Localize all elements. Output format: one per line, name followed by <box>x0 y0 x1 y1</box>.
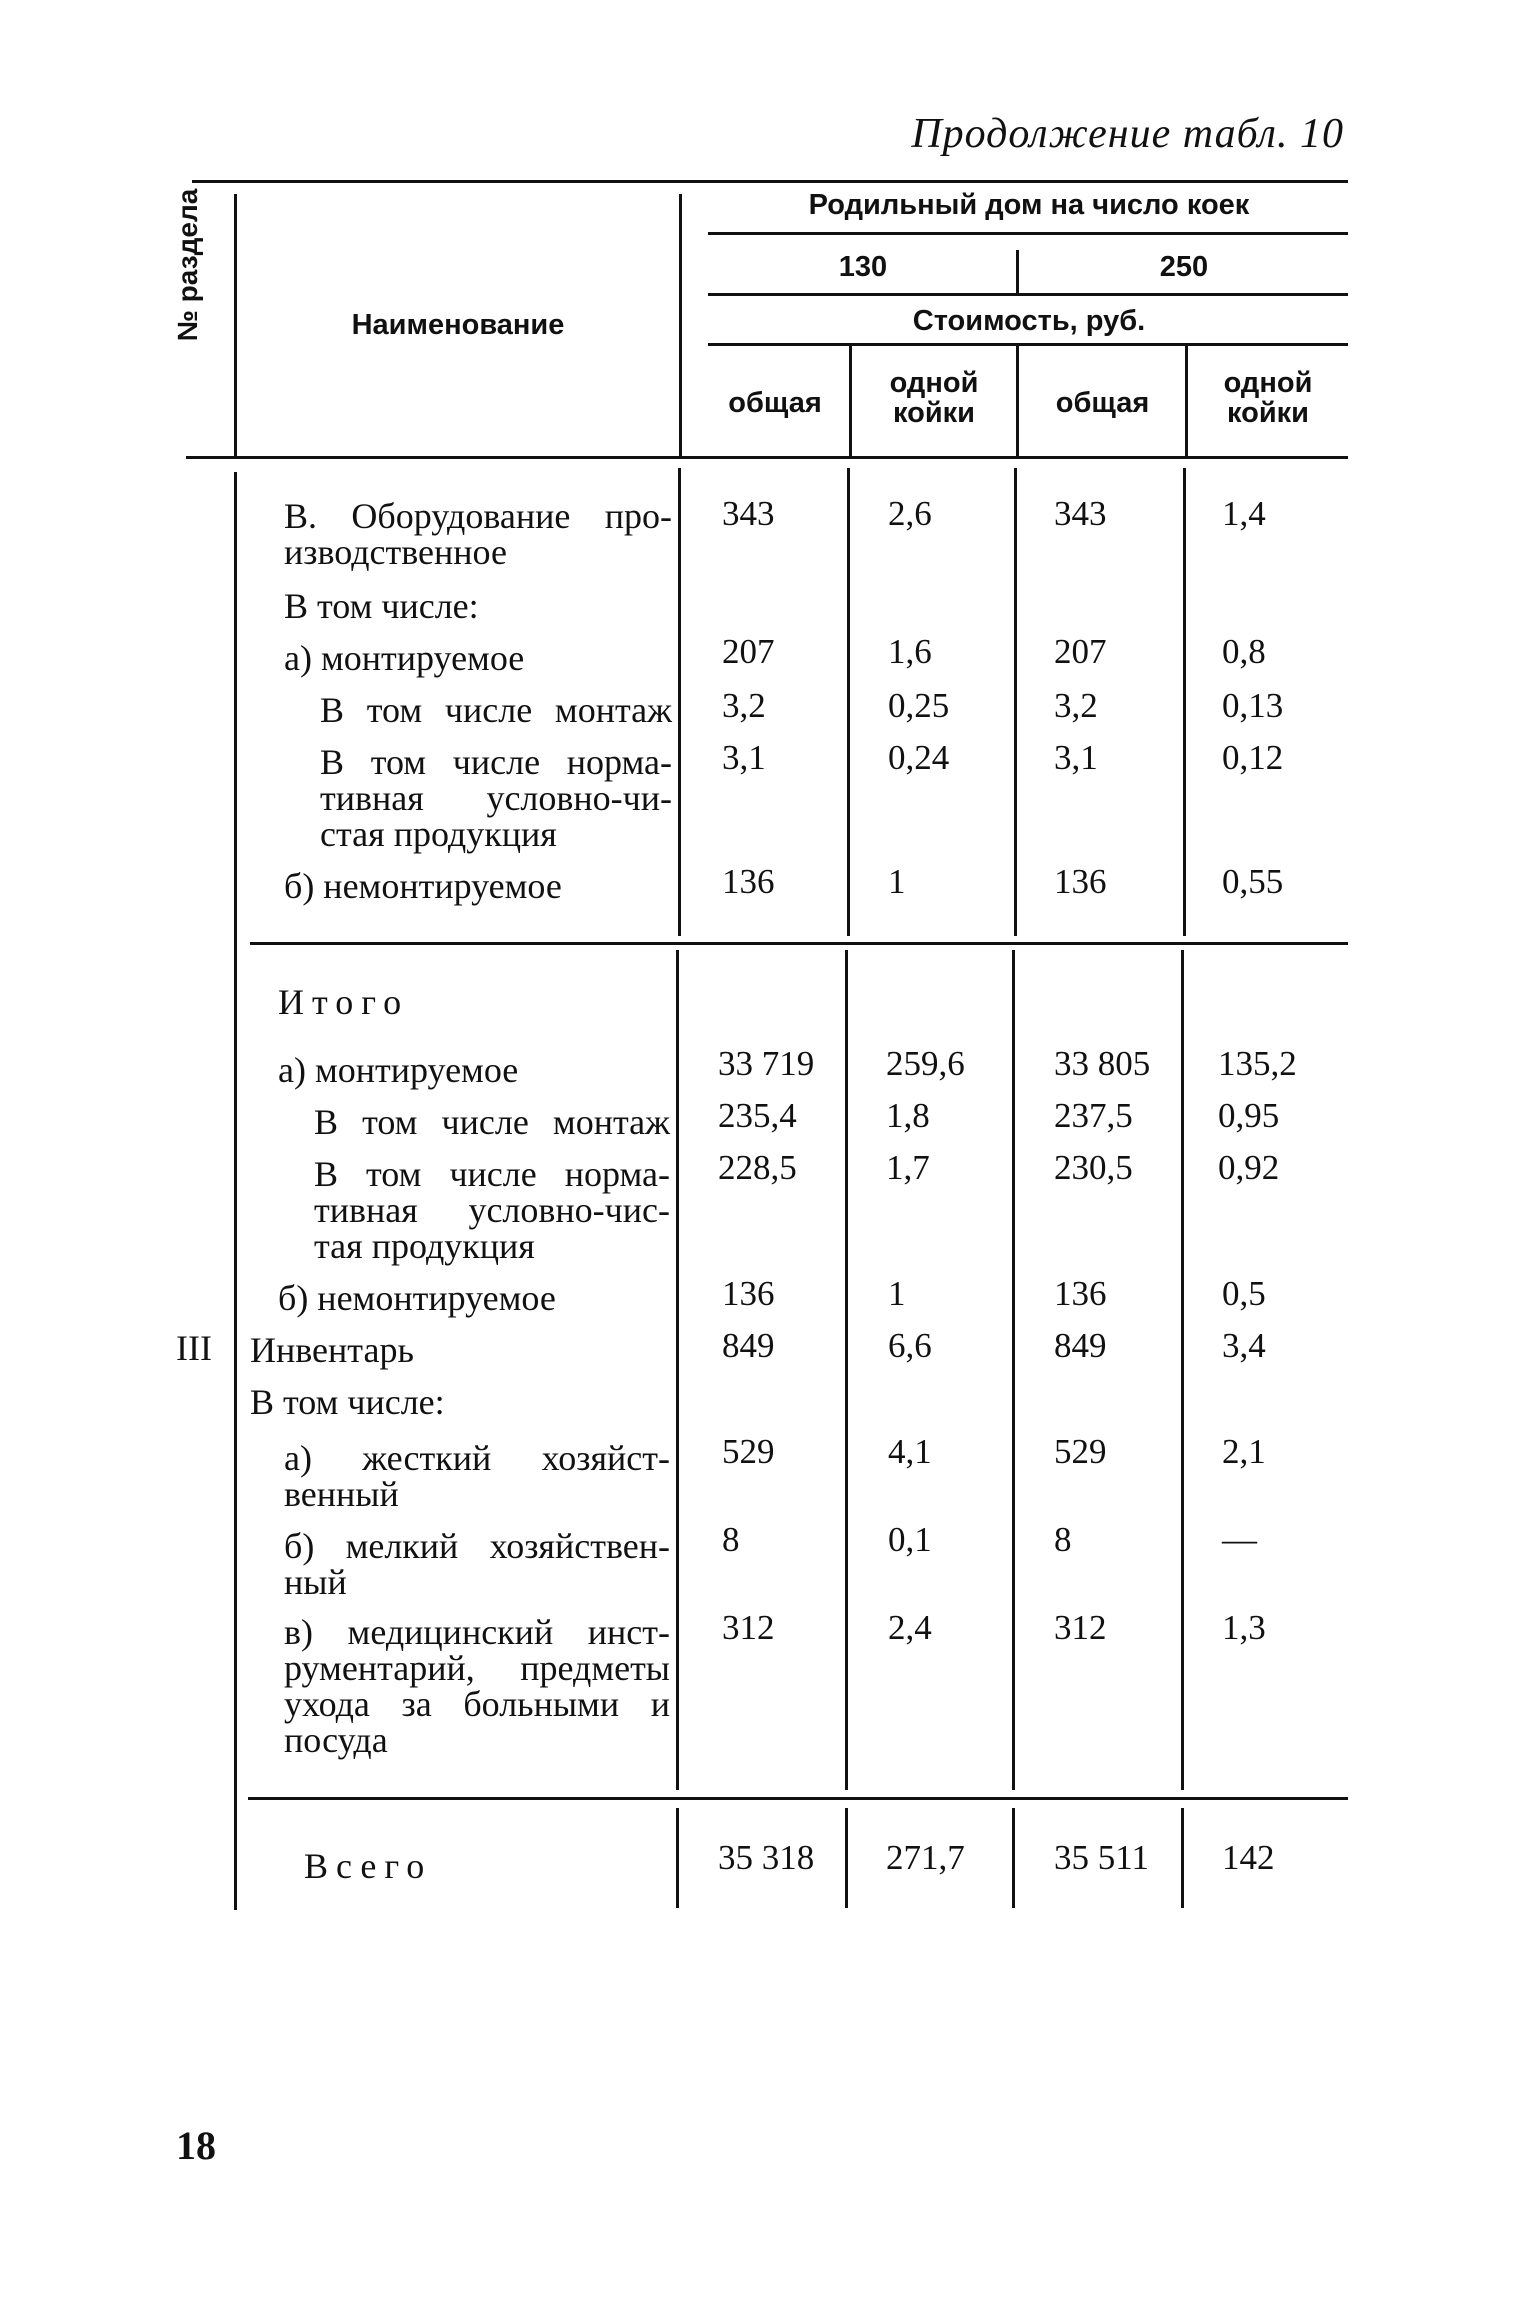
cell-value: 230,5 <box>1054 1148 1133 1187</box>
cell-value: 6,6 <box>888 1326 932 1365</box>
cell-value: 0,13 <box>1222 686 1284 725</box>
row-label: в) медицинский инст- <box>284 1612 670 1652</box>
header-cost: Стоимость, руб. <box>912 305 1146 337</box>
cell-value: 207 <box>1054 632 1107 671</box>
cell-value: 1 <box>888 1274 906 1313</box>
header-name: Наименование <box>351 309 565 341</box>
cell-value: 35 318 <box>718 1838 815 1877</box>
cell-value: 3,1 <box>1054 738 1098 777</box>
cell-value: 259,6 <box>886 1044 965 1083</box>
cell-value: 2,1 <box>1222 1432 1266 1471</box>
row-label: В том числе норма- <box>314 1154 670 1194</box>
row-label: тая продукция <box>314 1226 535 1266</box>
cell-value: 0,24 <box>888 738 950 777</box>
header-group: Родильный дом на число коек <box>808 189 1250 221</box>
row-label: венный <box>284 1474 399 1514</box>
cell-value: 136 <box>1054 862 1107 901</box>
row-label: Всего <box>304 1846 433 1886</box>
row-label: В том числе: <box>284 586 479 626</box>
cell-value: 33 805 <box>1054 1044 1151 1083</box>
row-label: стая продукция <box>320 814 557 854</box>
cell-value: 0,95 <box>1218 1096 1280 1135</box>
table-caption: Продолжение табл. 10 <box>911 111 1344 157</box>
cell-value: 136 <box>722 862 775 901</box>
row-label: б) немонтируемое <box>278 1278 556 1318</box>
cell-value: 237,5 <box>1054 1096 1133 1135</box>
cell-value: 4,1 <box>888 1432 932 1471</box>
cell-value: 529 <box>1054 1432 1107 1471</box>
row-label: ухода за больными и <box>284 1684 670 1724</box>
row-label: б) немонтируемое <box>284 866 562 906</box>
cell-value: 8 <box>722 1520 740 1559</box>
cell-value: 0,5 <box>1222 1274 1266 1313</box>
row-label: В том числе: <box>250 1382 445 1422</box>
cell-value: 1,7 <box>886 1148 930 1187</box>
row-label: изводственное <box>284 532 507 572</box>
cell-value: 312 <box>722 1608 775 1647</box>
cell-value: 142 <box>1222 1838 1275 1877</box>
cell-value: 0,12 <box>1222 738 1284 777</box>
row-label: а) монтируемое <box>278 1050 519 1090</box>
row-label: а) монтируемое <box>284 638 525 678</box>
cell-value: 1,4 <box>1222 494 1266 533</box>
row-label: посуда <box>284 1720 388 1760</box>
cell-value: 0,25 <box>888 686 950 725</box>
cell-value: 2,6 <box>888 494 932 533</box>
header-total-250: общая <box>1055 387 1150 419</box>
cell-value: 343 <box>1054 494 1107 533</box>
cell-value: 8 <box>1054 1520 1072 1559</box>
cell-value: 1,3 <box>1222 1608 1266 1647</box>
cell-value: 1,6 <box>888 632 932 671</box>
row-label: тивная условно-чи- <box>320 778 672 818</box>
header-section-no: № раздела <box>172 188 203 342</box>
cell-value: 3,2 <box>1054 686 1098 725</box>
cell-value: 271,7 <box>886 1838 965 1877</box>
cell-value: 1,8 <box>886 1096 930 1135</box>
cell-value: 0,1 <box>888 1520 932 1559</box>
row-label: ный <box>284 1562 347 1602</box>
cell-value: 235,4 <box>718 1096 797 1135</box>
cell-value: 849 <box>722 1326 775 1365</box>
cell-value: 3,2 <box>722 686 766 725</box>
header-beds-250: 250 <box>1159 251 1209 283</box>
cell-value: 529 <box>722 1432 775 1471</box>
row-label: тивная условно-чис- <box>314 1190 670 1230</box>
cell-value: 0,55 <box>1222 862 1284 901</box>
cell-value: 3,1 <box>722 738 766 777</box>
cell-value: 136 <box>722 1274 775 1313</box>
row-label: б) мелкий хозяйствен- <box>284 1526 670 1566</box>
cell-value: 312 <box>1054 1608 1107 1647</box>
header-beds-130: 130 <box>838 251 888 283</box>
row-label: а) жесткий хозяйст- <box>284 1438 670 1478</box>
cell-value: 136 <box>1054 1274 1107 1313</box>
row-label: рументарий, предметы <box>284 1648 670 1688</box>
row-label: Итого <box>278 982 410 1022</box>
cell-value: 849 <box>1054 1326 1107 1365</box>
row-label: В том числе норма- <box>320 742 672 782</box>
row-label: В том числе монтаж <box>314 1102 670 1142</box>
row-label: Инвентарь <box>250 1330 414 1370</box>
cell-value: 33 719 <box>718 1044 815 1083</box>
cell-value: 207 <box>722 632 775 671</box>
cell-value: 3,4 <box>1222 1326 1266 1365</box>
row-label: В. Оборудование про- <box>284 496 672 536</box>
section-number: III <box>176 1328 212 1368</box>
cell-value: 1 <box>888 862 906 901</box>
row-label: В том числе монтаж <box>320 690 672 730</box>
cell-value: 35 511 <box>1054 1838 1149 1877</box>
cell-value: 135,2 <box>1218 1044 1297 1083</box>
header-per-bed-130: одной койки <box>889 367 979 430</box>
cell-value: 2,4 <box>888 1608 932 1647</box>
cell-value: 343 <box>722 494 775 533</box>
cell-value: 0,8 <box>1222 632 1266 671</box>
cell-value: 0,92 <box>1218 1148 1280 1187</box>
header-per-bed-250: одной койки <box>1223 367 1313 430</box>
cell-value: — <box>1222 1520 1257 1559</box>
cell-value: 228,5 <box>718 1148 797 1187</box>
page-number: 18 <box>176 2123 216 2168</box>
header-total-130: общая <box>728 387 822 419</box>
